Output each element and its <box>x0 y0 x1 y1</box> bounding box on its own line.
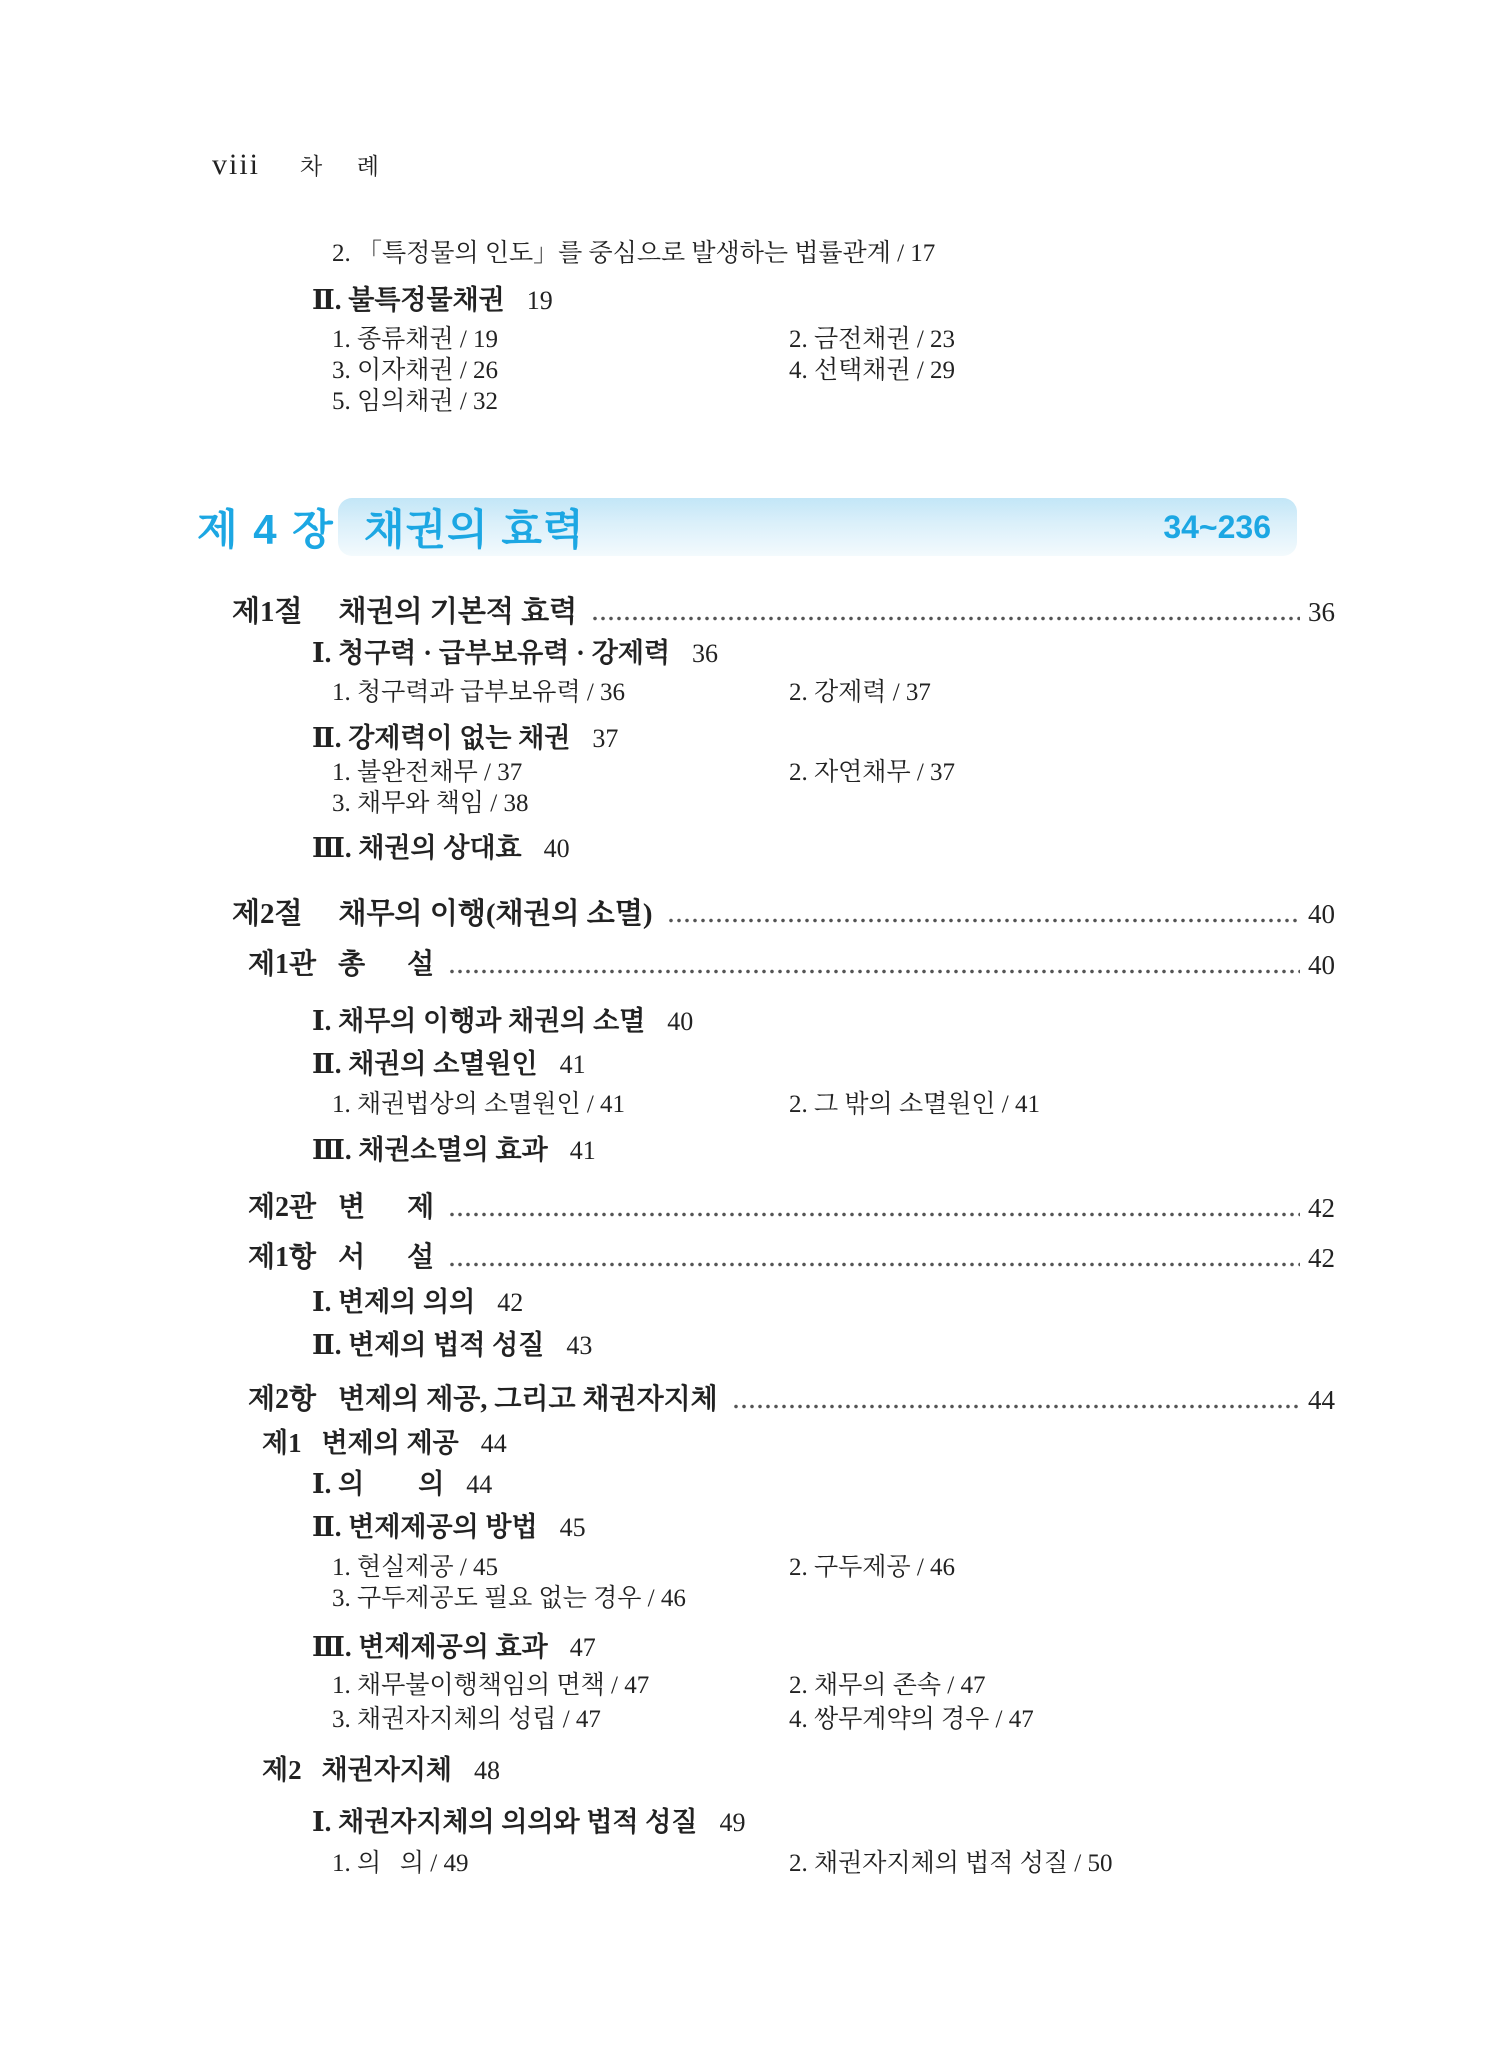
toc-item-text: 1. 채권법상의 소멸원인 / 41 <box>332 1091 626 1118</box>
toc-roman-item <box>0 1804 1494 1841</box>
toc-page-number: 45 <box>559 1513 586 1542</box>
dot-leader <box>448 1212 1300 1217</box>
section-title: 총 설 <box>338 949 435 980</box>
toc-pair-row <box>0 1848 1494 1880</box>
toc-item-text: 1. 채무불이행책임의 면책 / 47 <box>332 1672 650 1699</box>
dot-leader <box>448 969 1300 974</box>
toc-page-number: 40 <box>667 1007 694 1036</box>
dot-leader <box>667 918 1301 923</box>
toc-page-number: 40 <box>1308 950 1335 980</box>
toc-subsection-heading <box>0 1240 1494 1276</box>
section-label: 제2절 <box>232 898 303 930</box>
section-title: 변제의 제공 <box>321 1428 459 1458</box>
toc-pair-row <box>0 677 1494 709</box>
toc-roman-item <box>0 1003 1494 1040</box>
toc-item-text: Ⅱ. 변제의 법적 성질 <box>312 1330 545 1360</box>
toc-roman-item <box>0 1284 1494 1321</box>
toc-item-text: 1. 불완전채무 / 37 <box>332 759 523 786</box>
toc-item-text: 2. 그 밖의 소멸원인 / 41 <box>789 1091 1040 1118</box>
toc-item-text: 3. 구두제공도 필요 없는 경우 / 46 <box>332 1585 686 1612</box>
toc-item-text: 4. 쌍무계약의 경우 / 47 <box>789 1706 1034 1733</box>
toc-item-text: 1. 의 의 / 49 <box>332 1850 469 1877</box>
toc-page-number: 48 <box>474 1756 501 1785</box>
toc-item-text: Ⅲ. 변제제공의 효과 <box>312 1632 548 1662</box>
toc-page-number: 36 <box>692 639 719 668</box>
section-label: 제1관 <box>248 949 317 980</box>
toc-item-text: 1. 종류채권 / 19 <box>332 326 499 353</box>
toc-page-number: 44 <box>1308 1385 1335 1415</box>
toc-page-number: 36 <box>1308 597 1335 627</box>
toc-item-text: 3. 이자채권 / 26 <box>332 357 499 384</box>
section-label: 제2관 <box>248 1192 317 1223</box>
toc-page-number: 19 <box>526 286 553 315</box>
toc-page-number: 42 <box>497 1288 524 1317</box>
section-label: 제2항 <box>248 1384 317 1415</box>
toc-page-number: 37 <box>592 724 619 753</box>
section-title: 채권의 기본적 효력 <box>338 596 578 628</box>
toc-roman-item <box>0 1046 1494 1083</box>
toc-pair-row <box>0 788 1494 820</box>
toc-item-text: Ⅰ. 채무의 이행과 채권의 소멸 <box>312 1006 646 1036</box>
toc-item-text: 2. 채권자지체의 법적 성질 / 50 <box>789 1850 1113 1877</box>
toc-sub-heading <box>0 1425 1494 1462</box>
toc-page-number: 43 <box>566 1331 593 1360</box>
toc-item-text: Ⅲ. 채권소멸의 효과 <box>312 1135 548 1165</box>
toc-pair-row <box>0 1670 1494 1702</box>
running-head <box>212 148 379 182</box>
toc-item-text: 1. 현실제공 / 45 <box>332 1554 499 1581</box>
chapter-title-box <box>338 498 1297 556</box>
section-title: 서 설 <box>338 1242 435 1273</box>
dot-leader <box>591 616 1300 621</box>
section-label: 제1절 <box>232 596 303 628</box>
section-title: 변 제 <box>338 1192 435 1223</box>
toc-pair-row <box>0 324 1494 356</box>
toc-item-text: 5. 임의채권 / 32 <box>332 388 499 415</box>
toc-page-number: 42 <box>1308 1243 1335 1273</box>
page-header-title: 차 례 <box>300 154 379 179</box>
toc-page-number: 40 <box>543 834 570 863</box>
toc-roman-item <box>0 830 1494 867</box>
toc-item-text: 2. 구두제공 / 46 <box>789 1554 956 1581</box>
section-label: 제1 <box>262 1428 302 1458</box>
toc-item-text: Ⅰ. 청구력 · 급부보유력 · 강제력 <box>312 638 671 668</box>
toc-item-text: Ⅰ. 채권자지체의 의의와 법적 성질 <box>312 1807 698 1837</box>
toc-section-heading <box>0 594 1494 630</box>
toc-page-number: 41 <box>559 1050 586 1079</box>
toc-pair-row <box>0 386 1494 418</box>
toc-subsection-heading <box>0 1190 1494 1226</box>
chapter-title: 채권의 효력 <box>364 506 585 553</box>
section-title: 변제의 제공, 그리고 채권자지체 <box>338 1384 718 1415</box>
toc-roman-item <box>0 635 1494 672</box>
toc-item-text <box>789 788 1494 820</box>
section-title: 채무의 이행(채권의 소멸) <box>338 898 653 930</box>
section-label: 제2 <box>262 1755 302 1785</box>
toc-item-text <box>789 386 1494 418</box>
toc-subsection-heading <box>0 1382 1494 1418</box>
toc-item-text <box>789 1583 1494 1615</box>
toc-roman-item <box>0 1327 1494 1364</box>
dot-leader <box>732 1404 1300 1409</box>
toc-item-text: 3. 채무와 책임 / 38 <box>332 790 529 817</box>
toc-item-text: 2. 강제력 / 37 <box>789 679 931 706</box>
toc-item-text: Ⅲ. 채권의 상대효 <box>312 833 522 863</box>
toc-item-text: 1. 청구력과 급부보유력 / 36 <box>332 679 626 706</box>
toc-pair-row <box>0 1583 1494 1615</box>
toc-roman-item <box>0 282 1494 319</box>
page-folio: viii <box>212 148 261 181</box>
toc-item-text: 2. 「특정물의 인도」를 중심으로 발생하는 법률관계 / 17 <box>332 240 936 267</box>
toc-roman-item <box>0 1466 1494 1503</box>
toc-page-number: 47 <box>569 1633 596 1662</box>
toc-sub-heading <box>0 1752 1494 1789</box>
toc-subsection-heading <box>0 947 1494 983</box>
toc-item-text: Ⅱ. 변제제공의 방법 <box>312 1512 538 1542</box>
chapter-page-range: 34~236 <box>1163 508 1271 545</box>
toc-item-text: Ⅰ. 의 의 <box>312 1469 445 1499</box>
toc-item-text: Ⅱ. 강제력이 없는 채권 <box>312 723 571 753</box>
toc-item-text: Ⅱ. 채권의 소멸원인 <box>312 1049 538 1079</box>
section-title: 채권자지체 <box>321 1755 453 1785</box>
toc-carryover-item <box>0 238 1494 270</box>
toc-page-number: 49 <box>719 1808 746 1837</box>
chapter-heading <box>0 498 1494 556</box>
section-label: 제1항 <box>248 1242 317 1273</box>
toc-pair-row <box>0 1552 1494 1584</box>
toc-page-number: 40 <box>1308 899 1335 929</box>
toc-item-text: 2. 채무의 존속 / 47 <box>789 1672 986 1699</box>
toc-item-text: 3. 채권자지체의 성립 / 47 <box>332 1706 601 1733</box>
toc-roman-item <box>0 1132 1494 1169</box>
toc-item-text: Ⅱ. 불특정물채권 <box>312 285 505 315</box>
dot-leader <box>448 1262 1300 1267</box>
toc-pair-row <box>0 1704 1494 1736</box>
toc-page-number: 41 <box>569 1136 596 1165</box>
toc-roman-item <box>0 720 1494 757</box>
toc-roman-item <box>0 1509 1494 1546</box>
toc-page-number: 44 <box>480 1429 507 1458</box>
chapter-number: 제 4 장 <box>197 506 335 553</box>
toc-item-text: Ⅰ. 변제의 의의 <box>312 1287 476 1317</box>
toc-section-heading <box>0 896 1494 932</box>
toc-item-text: 2. 금전채권 / 23 <box>789 326 956 353</box>
toc-page-number: 44 <box>466 1470 493 1499</box>
toc-pair-row <box>0 757 1494 789</box>
toc-item-text: 2. 자연채무 / 37 <box>789 759 956 786</box>
toc-roman-item <box>0 1629 1494 1666</box>
toc-pair-row <box>0 1089 1494 1121</box>
toc-item-text: 4. 선택채권 / 29 <box>789 357 956 384</box>
toc-page-number: 42 <box>1308 1193 1335 1223</box>
toc-pair-row <box>0 355 1494 387</box>
